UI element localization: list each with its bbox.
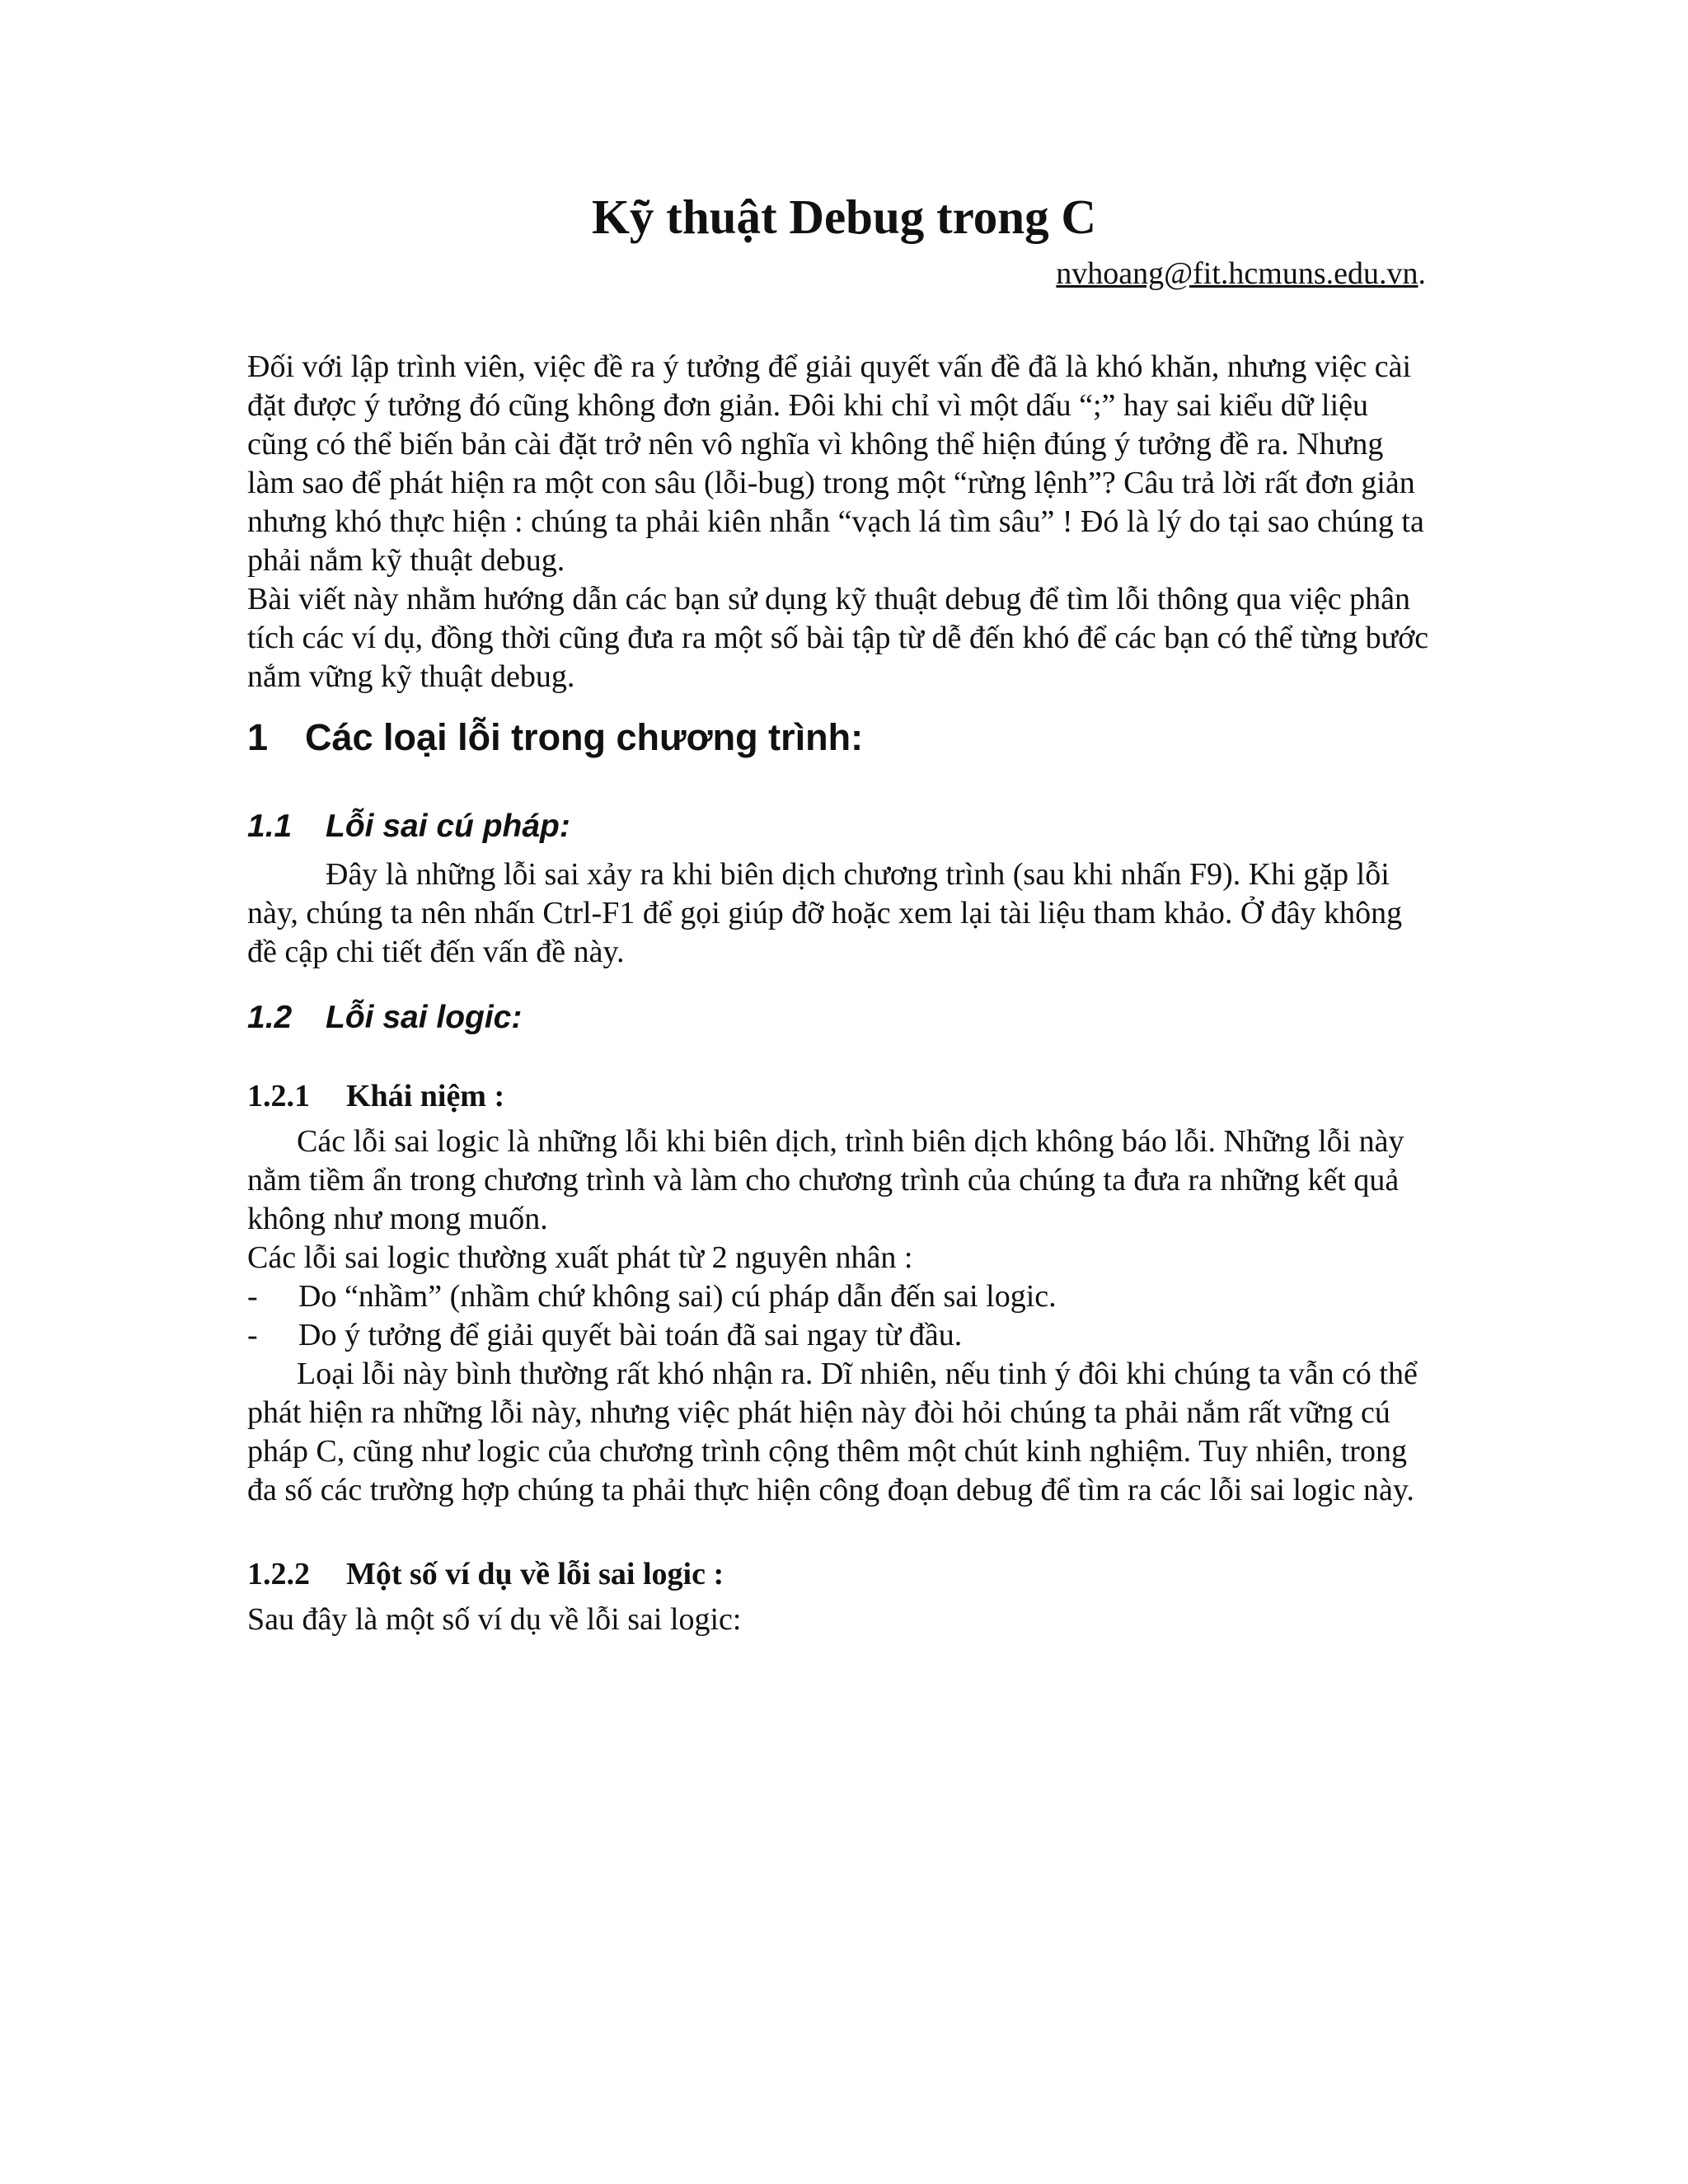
section-1-1-heading bbox=[247, 808, 570, 846]
email-period: . bbox=[1418, 256, 1426, 291]
list-item bbox=[247, 1316, 1434, 1355]
section-1-title: Các loại lỗi trong chương trình: bbox=[305, 716, 864, 758]
bullet-text: Do “nhầm” (nhầm chứ không sai) cú pháp dẫn đến sai logic. bbox=[298, 1279, 1057, 1314]
bullet-mark: - bbox=[247, 1318, 258, 1352]
section-1-2-1-paragraph-1: Các lỗi sai logic là những lỗi khi biên dịch, trình biên dịch không báo lỗi. Những lỗi này nằm tiềm ẩn trong chương trình và làm cho chương trình của chúng ta đưa ra những kết quả không như mong muốn. bbox=[247, 1124, 1404, 1236]
intro-paragraph-1: Đối với lập trình viên, việc đề ra ý tưởng để giải quyết vấn đề đã là khó khăn, nhưng việc cài đặt được ý tưởng đó cũng không đơn giản. Đôi khi chỉ vì một dấu “;” hay sai kiểu dữ liệu cũng có thể biến bản cài đặt trở nên vô nghĩa vì không thể hiện đúng ý tưởng đề ra. Nhưng làm sao để phát hiện ra một con sâu (lỗi-bug) trong một “rừng lệnh”? Câu trả lời rất đơn giản nhưng khó thực hiện : chúng ta phải kiên nhẫn “vạch lá tìm sâu” ! Đó là lý do tại sao chúng ta phải nắm kỹ thuật debug. bbox=[247, 349, 1424, 578]
section-1-number: 1 bbox=[247, 716, 269, 758]
section-1-2-2-number: 1.2.2 bbox=[247, 1557, 310, 1591]
bullet-mark: - bbox=[247, 1279, 258, 1314]
section-1-2-1-title: Khái niệm : bbox=[346, 1079, 505, 1113]
section-1-2-1-number: 1.2.1 bbox=[247, 1079, 310, 1113]
bullet-text: Do ý tưởng để giải quyết bài toán đã sai ngay từ đầu. bbox=[298, 1318, 963, 1352]
section-1-2-2-paragraph: Sau đây là một số ví dụ về lỗi sai logic: bbox=[247, 1602, 742, 1637]
section-1-2-1-heading bbox=[247, 1078, 504, 1116]
section-1-2-1-body bbox=[247, 1122, 1434, 1510]
section-1-2-2-heading bbox=[247, 1556, 724, 1594]
section-1-2-number: 1.2 bbox=[247, 1000, 293, 1035]
list-item bbox=[247, 1277, 1434, 1316]
section-1-2-1-paragraph-3: Loại lỗi này bình thường rất khó nhận ra. Dĩ nhiên, nếu tinh ý đôi khi chúng ta vẫn có thể phát hiện ra những lỗi này, nhưng việc phát hiện này đòi hỏi chúng ta phải nắm rất vững cú pháp C, cũng như logic của chương trình cộng thêm một chút kinh nghiệm. Tuy nhiên, trong đa số các trường hợp chúng ta phải thực hiện công đoạn debug để tìm ra các lỗi sai logic này. bbox=[247, 1357, 1418, 1507]
section-1-1-paragraph: Đây là những lỗi sai xảy ra khi biên dịch chương trình (sau khi nhấn F9). Khi gặp lỗi này, chúng ta nên nhấn Ctrl-F1 để gọi giúp đỡ hoặc xem lại tài liệu tham khảo. Ở đây không đề cập chi tiết đến vấn đề này. bbox=[247, 857, 1403, 969]
page-title: Kỹ thuật Debug trong C bbox=[592, 190, 1096, 244]
author-email-link[interactable]: nvhoang@fit.hcmuns.edu.vn bbox=[1056, 256, 1418, 291]
section-1-2-2-body bbox=[247, 1601, 1434, 1639]
section-1-2-1-paragraph-2: Các lỗi sai logic thường xuất phát từ 2 nguyên nhân : bbox=[247, 1240, 913, 1275]
section-1-2-title: Lỗi sai logic: bbox=[326, 1000, 523, 1035]
section-1-2-2-title: Một số ví dụ về lỗi sai logic : bbox=[346, 1557, 724, 1591]
section-1-heading bbox=[247, 715, 863, 760]
author-email-line bbox=[1056, 255, 1426, 293]
section-1-1-title: Lỗi sai cú pháp: bbox=[326, 808, 570, 844]
intro-text bbox=[247, 348, 1434, 696]
section-1-2-heading bbox=[247, 999, 522, 1038]
intro-paragraph-2: Bài viết này nhằm hướng dẫn các bạn sử dụng kỹ thuật debug để tìm lỗi thông qua việc phân tích các ví dụ, đồng thời cũng đưa ra một số bài tập từ dễ đến khó để các bạn có thể từng bước nắm vững kỹ thuật debug. bbox=[247, 582, 1429, 694]
section-1-1-number: 1.1 bbox=[247, 808, 293, 844]
section-1-1-body bbox=[247, 855, 1434, 972]
